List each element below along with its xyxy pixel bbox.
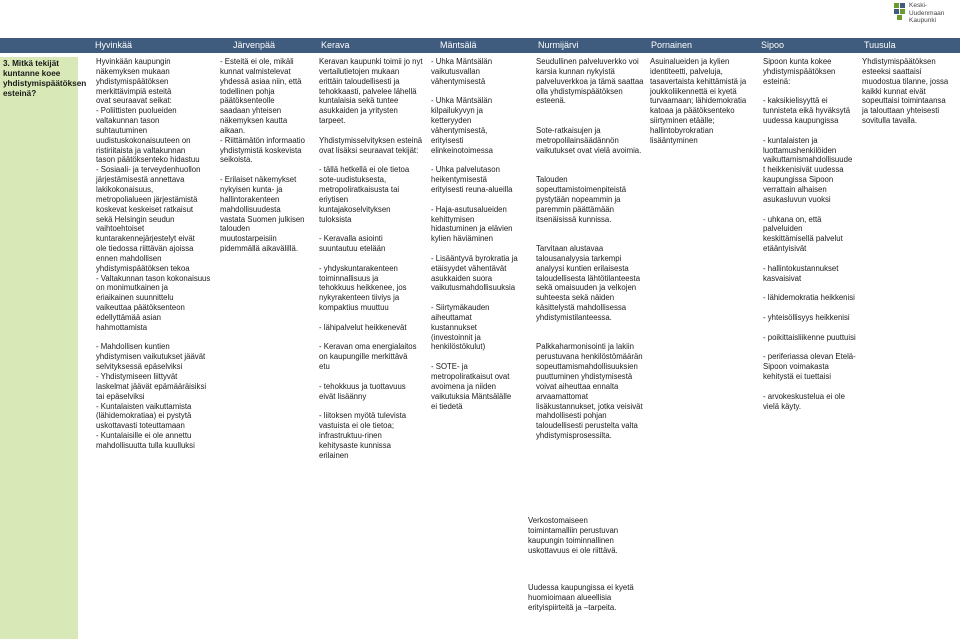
nurmijarvi-extra-note-2	[528, 583, 643, 613]
text-line: aiheuttamat	[431, 312, 472, 322]
spacer	[431, 244, 528, 254]
text-line: vaikutusvallan	[431, 66, 480, 76]
text-line: pidemmällä aikavälillä.	[220, 244, 299, 254]
text-line: - Uhka Mäntsälän	[431, 96, 493, 106]
text-line: - Valtakunnan tason kokonaisuus	[96, 273, 211, 283]
text-line: merkittävimpiä esteitä	[96, 86, 172, 96]
spacer	[536, 155, 648, 165]
spacer	[319, 333, 431, 343]
text-line: on monimutkainen ja	[96, 283, 168, 293]
text-line: - Kuntalaisille ei ole annettu	[96, 431, 192, 441]
text-line: lisääntyminen	[650, 135, 698, 145]
text-line: - Yhdistymiseen liittyvät	[96, 372, 178, 381]
spacer	[431, 293, 528, 303]
text-line: - Esteitä ei ole, mikäli	[220, 57, 294, 66]
spacer	[763, 205, 858, 215]
text-line: vaikeuttaa päätöksenteon	[96, 303, 185, 313]
text-line: eriaikainen suunnittelu	[96, 293, 174, 303]
text-line: arvaamattomat	[536, 391, 589, 401]
text-line: vertailutietojen mukaan	[319, 66, 400, 76]
text-line: asukasluvun vuoksi	[763, 194, 831, 204]
text-line: identiteetti, palveluja,	[650, 66, 723, 76]
text-line: turvaamaan; lähidemokratia	[650, 96, 747, 106]
text-line: kuntajakoselvityksen	[319, 204, 391, 214]
text-line: taloudellisesta lähtötilanteesta	[536, 273, 641, 283]
text-line: asukkaiden suora	[431, 273, 493, 283]
text-line: metropolilainsäädännön	[536, 135, 619, 145]
text-line: vaihtoehtoiset	[96, 224, 145, 234]
text-line: palveluiden	[763, 224, 803, 234]
nurmijarvi-extra-note-1	[528, 516, 643, 555]
text-line: erityisesti reuna-alueilla	[431, 184, 513, 194]
text-line: vaikutukset ovat vielä avoimia.	[536, 145, 642, 155]
text-line: todellinen pohja	[220, 86, 275, 96]
text-line: koskevat keskeiset ratkaisut	[96, 204, 194, 214]
text-line: kuntarakennejärjestelyt eivät	[96, 234, 195, 244]
text-line: - Siirtymäkauden	[431, 303, 490, 313]
text-line: (investoinnit ja	[431, 332, 481, 342]
text-line: kompaktius muuttuu	[319, 303, 389, 313]
text-line: - SOTE- ja	[431, 362, 468, 372]
spacer	[431, 195, 528, 205]
column-jarvenpaa	[220, 57, 318, 254]
spacer	[763, 283, 858, 293]
text-line: Asuinalueiden ja kylien	[650, 57, 730, 66]
text-line: - periferiassa olevan Etelä-	[763, 352, 856, 362]
text-line: ja talouttaan yhteisesti	[862, 106, 940, 116]
text-line: kustannukset	[431, 322, 477, 332]
text-line: toimintamalliin perustuvan	[528, 525, 619, 535]
spacer	[319, 126, 431, 136]
column-hyvinkaa	[96, 57, 226, 451]
text-line: tasavertaista kehittämistä ja	[650, 76, 747, 86]
text-line: henkilöstökulut)	[431, 342, 486, 352]
text-line: selvityksessä epäselviksi	[96, 362, 183, 372]
text-line: voivat aiheuttaa ennalta	[536, 381, 619, 391]
header-pornainen: Pornainen	[651, 40, 693, 50]
text-line: ole tiedossa riittävän ajoissa	[96, 244, 194, 254]
text-line: - Lisääntyvä byrokratia ja	[431, 253, 518, 263]
text-line: ei tiedetä	[431, 401, 463, 411]
spacer	[96, 333, 226, 343]
column-kerava	[319, 57, 431, 461]
text-line: etäisyydet vähentävät	[431, 263, 507, 273]
text-line: metropoliratkaisut ovat	[431, 372, 510, 381]
text-line: sopeuttamistoimenpiteistä	[536, 184, 627, 194]
text-line: Palkkaharmonisointi ja lakiin	[536, 342, 634, 352]
text-line: talousanalyysia tarkempi	[536, 253, 622, 263]
text-line: toiminnallisuus ja	[319, 273, 379, 283]
text-line: nykyisen kunta- ja	[220, 184, 283, 194]
text-line: erilainen	[319, 450, 349, 460]
text-line: Seudullinen palveluverkko voi	[536, 57, 639, 66]
text-line: - poikittaisliikenne puuttuisi	[763, 332, 856, 342]
text-line: kehittymisen	[431, 214, 475, 224]
logo-text	[909, 2, 944, 25]
text-line: kuntalaisia sekä tuntee	[319, 96, 399, 106]
text-line: seikoista.	[220, 155, 253, 165]
text-line: on kaupungille merkittävä	[319, 352, 408, 362]
text-line: vaikuttamismahdollisuude	[763, 155, 853, 165]
column-tuusula	[862, 57, 960, 126]
text-line: - Uhka palvelutason	[431, 165, 500, 175]
text-line: Keravan kaupunki toimii jo nyt	[319, 57, 423, 66]
text-line: lisäkustannukset, jotka veisivät	[536, 401, 643, 411]
text-line: yhdistymispäätöksen	[763, 66, 836, 76]
spacer	[220, 165, 318, 175]
text-line: erittäin taloudellisesti ja	[319, 76, 400, 86]
header-kerava: Kerava	[321, 40, 350, 50]
text-line: sekä Helsingin seudun	[96, 214, 175, 224]
text-line: olla yhdistymispäätöksen	[536, 86, 623, 96]
text-line: ovat seuraavat seikat:	[96, 96, 172, 106]
text-line: t heikkenisivät uudessa	[763, 165, 844, 175]
spacer	[431, 155, 528, 165]
text-line: hallintobyrokratian	[650, 125, 714, 135]
spacer	[319, 372, 431, 382]
column-nurmijarvi	[536, 57, 648, 441]
spacer	[536, 224, 648, 234]
header-hyvinkaa: Hyvinkää	[95, 40, 133, 50]
text-line: nykyrakenteen tiiviys ja	[319, 293, 400, 303]
text-line: sopeuttaisi toimintaansa	[862, 96, 946, 106]
organization-logo	[893, 2, 955, 38]
text-line: kehitystä ei tuettaisi	[763, 372, 832, 381]
text-line: kylien häviäminen	[431, 234, 493, 244]
text-line: esteenä.	[536, 96, 566, 106]
text-line: - arvokeskustelua ei ole	[763, 391, 845, 401]
text-line: eriytisen	[319, 194, 349, 204]
text-line: karsia kunnan nykyistä	[536, 66, 615, 76]
text-line: metropolialueen järjestämistä	[96, 194, 198, 204]
text-line: Tarvitaan alustavaa	[536, 244, 604, 254]
text-line: uskottavuus ei ole riittävä.	[528, 545, 618, 555]
text-line: tunnisteta eikä hyväksytä	[763, 106, 851, 116]
logo-line-3: Kaupunki	[909, 17, 937, 25]
text-line: Uudessa kaupungissa ei kyetä	[528, 583, 634, 592]
text-line: - kuntalaisten ja	[763, 135, 818, 145]
spacer	[536, 165, 648, 175]
text-line: hidastuminen ja elävien	[431, 224, 513, 234]
text-line: kaikki kunnat eivät	[862, 86, 926, 96]
text-line: näkemyksen mukaan	[96, 66, 170, 76]
text-line: - kaksikielisyyttä ei	[763, 96, 828, 106]
header-tuusula: Tuusula	[864, 40, 896, 50]
text-line: asukkaiden ja yritysten	[319, 106, 398, 116]
text-line: - Erilaiset näkemykset	[220, 175, 297, 185]
text-line: vähentymisestä,	[431, 125, 488, 135]
text-line: luottamushenkilöiden	[763, 145, 837, 155]
text-line: suuntautuu etelään	[319, 244, 386, 254]
text-line: Sote-ratkaisujen ja	[536, 125, 601, 135]
text-line: Sipoon kunta kokee	[763, 57, 832, 66]
spacer	[536, 234, 648, 244]
spacer	[319, 224, 431, 234]
spacer	[763, 126, 858, 136]
spacer	[431, 87, 528, 97]
text-line: ketteryyden	[431, 116, 472, 126]
text-line: heikentymisestä	[431, 175, 487, 185]
text-line: aikaan.	[220, 125, 246, 135]
logo-line-2: Uudenmaan	[909, 9, 945, 17]
text-line: valtakunnan tason	[96, 116, 160, 126]
text-line: - yhteisöllisyys heikkenisi	[763, 312, 850, 322]
text-line: sovitulla tavalla.	[862, 116, 918, 126]
spacer	[319, 254, 431, 264]
text-line: perustuvana henkilöstömäärän	[536, 352, 643, 362]
header-jarvenpaa: Järvenpää	[233, 40, 276, 50]
text-line: - Mahdollisen kuntien	[96, 342, 170, 352]
text-line: - hallintokustannukset	[763, 263, 839, 273]
text-line: kehitysaste kunnissa	[319, 440, 391, 450]
text-line: pystytään nopeammin ja	[536, 194, 621, 204]
text-line: kaupungissa Sipoon	[763, 175, 834, 185]
column-sipoo	[763, 57, 858, 411]
spacer	[536, 116, 648, 126]
spacer	[763, 254, 858, 264]
text-line: kilpailukyvyn ja	[431, 106, 484, 116]
text-line: - Poliittisten puolueiden	[96, 106, 177, 116]
text-line: kasvaisivat	[763, 273, 802, 283]
text-line: sekä omaisuuden ja velkojen	[536, 283, 637, 293]
text-line: mahdollisuutta tulla kuulluksi	[96, 440, 195, 450]
text-line: suhteesta sekä näiden	[536, 293, 615, 303]
text-line: yhdistymistä koskevista	[220, 145, 302, 155]
text-line: muodostua tilanne, jossa	[862, 76, 949, 86]
text-line: sopeuttamismahdollisuuksien	[536, 362, 638, 372]
text-line: keskittämisellä palvelut	[763, 234, 843, 244]
text-line: itsenäisissä kunnissa.	[536, 214, 612, 224]
text-line: palveluverkkoa ja tämä saattaa	[536, 76, 644, 86]
text-line: ristiriitaista ja valtakunnan	[96, 145, 186, 155]
text-line: yhdistymisen vaikutukset jäävät	[96, 352, 206, 362]
text-line: muutostarpeisiin	[220, 234, 277, 244]
text-line: vaikutuksia Mäntsälälle	[431, 391, 512, 401]
spacer	[431, 352, 528, 362]
text-line: hahmottamista	[96, 322, 148, 332]
text-line: - Keravalla asiointi	[319, 234, 383, 244]
header-mantsala: Mäntsälä	[440, 40, 477, 50]
text-line: tehokkaasti, palvelee lähellä	[319, 86, 417, 96]
text-line: Hyvinkään kaupungin	[96, 57, 171, 66]
text-line: uskottavasti toteuttamaan	[96, 421, 185, 431]
text-line: päätöksenteolle	[220, 96, 275, 106]
text-line: taloudellisesti perustelta valta	[536, 421, 638, 431]
column-pornainen	[650, 57, 758, 146]
text-line: - yhdyskuntarakenteen	[319, 263, 398, 273]
header-nurmijarvi: Nurmijärvi	[538, 40, 579, 50]
text-line: - lähipalvelut heikkenevät	[319, 322, 407, 332]
text-line: - tällä hetkellä ei ole tietoa	[319, 165, 410, 175]
text-line: kaupungin toiminnallinen	[528, 535, 614, 545]
text-line: infrastruktuu-rinen	[319, 431, 382, 441]
text-line: metropoliratkaisusta tai	[319, 184, 400, 194]
text-line: uudessa kaupungissa	[763, 116, 839, 126]
text-line: yhdessä asiaa niin, että	[220, 76, 302, 86]
text-line: esteinä:	[763, 76, 791, 86]
text-line: - Riittämätön informaatio	[220, 135, 305, 145]
text-line: Yhdistymisselvityksen esteinä	[319, 135, 423, 145]
text-line: paremmin päättämään	[536, 204, 615, 214]
text-line: - tehokkuus ja tuottavuus	[319, 381, 406, 391]
spacer	[763, 342, 858, 352]
text-line: erityisesti	[431, 135, 464, 145]
text-line: uudistuskokonaisuuteen on	[96, 135, 191, 145]
text-line: - uhkana on, että	[763, 214, 822, 224]
column-mantsala	[431, 57, 528, 411]
text-line: käsittelystä mahdollisessa	[536, 303, 627, 313]
text-line: - Uhka Mäntsälän	[431, 57, 493, 66]
text-line: yhdistymispäätöksen	[96, 76, 169, 86]
spacer	[763, 303, 858, 313]
text-line: puuttuminen yhdistymisestä	[536, 372, 633, 381]
text-line: elinkeinotoimessa	[431, 145, 493, 155]
text-line: tuloksista	[319, 214, 352, 224]
text-line: ovat lisäksi seuraavat tekijät:	[319, 145, 419, 155]
text-line: katoaa ja päätöksenteko	[650, 106, 735, 116]
text-line: tehokkuus heikkenee, jos	[319, 283, 407, 293]
spacer	[319, 313, 431, 323]
text-line: järjestämisestä annettava	[96, 175, 185, 185]
text-line: Sipoon voimakasta	[763, 362, 829, 372]
text-line: tai epäselviksi	[96, 391, 145, 401]
spacer	[763, 382, 858, 392]
header-sipoo: Sipoo	[761, 40, 785, 50]
text-line: kunnat valmistelevat	[220, 66, 291, 76]
text-line: analyysi kuntien erilaisesta	[536, 263, 629, 273]
text-line: - lähidemokratia heikkenisi	[763, 293, 855, 303]
text-line: etu	[319, 362, 330, 372]
text-line: edellyttämää asian	[96, 312, 162, 322]
text-line: vähentymisestä	[431, 76, 486, 86]
spacer	[763, 87, 858, 97]
text-line: Verkostomaiseen	[528, 516, 588, 525]
text-line: (lähidemokratiaa) ei pystytä	[96, 411, 192, 421]
text-line: huomioimaan alueellisia	[528, 592, 612, 602]
spacer	[536, 333, 648, 343]
text-line: vastuista ei ole tietoa;	[319, 421, 394, 431]
text-line: - Keravan oma energialaitos	[319, 342, 417, 352]
text-line: - Sosiaali- ja terveydenhuollon	[96, 165, 201, 175]
question-cell: 3. Mitkä tekijät kuntanne koee yhdistymispäätöksen esteinä?	[0, 57, 78, 639]
text-line: yhdistymisprosessilta.	[536, 431, 612, 441]
text-line: hallintorakenteen	[220, 194, 280, 204]
text-line: vaikutusmahdollisuuksia	[431, 283, 516, 293]
text-line: yhdistymistilanteessa.	[536, 312, 612, 322]
spacer	[763, 323, 858, 333]
text-line: - liitoksen myötä tulevista	[319, 411, 407, 421]
text-line: - Kuntalaisten vaikuttamista	[96, 401, 192, 411]
text-line: talouden	[220, 224, 250, 234]
text-line: Talouden	[536, 175, 568, 185]
text-line: Yhdistymispäätöksen	[862, 57, 936, 66]
spacer	[536, 106, 648, 116]
text-line: verrattain alhaisen	[763, 184, 827, 194]
text-line: etääntyisivät	[763, 244, 807, 254]
municipality-header-row	[0, 38, 960, 53]
text-line: vielä käyty.	[763, 401, 801, 411]
text-line: sote-uudistuksesta,	[319, 175, 387, 185]
spacer	[319, 155, 431, 165]
logo-line-1: Keski-	[909, 2, 928, 9]
text-line: vastata Suomen julkisen	[220, 214, 305, 224]
text-line: suhtautuminen	[96, 125, 148, 135]
text-line: esteeksi saattaisi	[862, 66, 922, 76]
text-line: mahdollisesti pohjan	[536, 411, 607, 421]
text-line: laskelmat jäävät epämääräisiksi	[96, 381, 207, 391]
text-line: ennen mahdollisen	[96, 253, 162, 263]
spacer	[319, 402, 431, 412]
text-line: siirtyminen etäälle;	[650, 116, 715, 126]
text-line: mahdollisuudesta	[220, 204, 281, 214]
text-line: lakikokonaisuus,	[96, 184, 154, 194]
text-line: eivät lisäänny	[319, 391, 367, 401]
spacer	[536, 323, 648, 333]
text-line: joukkoliikennettä ei kyetä	[650, 86, 737, 96]
text-line: saadaan yhteisen	[220, 106, 282, 116]
text-line: avoimena ja niiden	[431, 381, 497, 391]
text-line: yhdistymispäätöksen tekoa	[96, 263, 190, 273]
text-line: - Haja-asutusalueiden	[431, 204, 507, 214]
text-line: näkemyksen kautta	[220, 116, 288, 126]
text-line: tason päätöksenteko hidastuu	[96, 155, 200, 165]
text-line: tarpeet.	[319, 116, 346, 126]
logo-mark-icon	[893, 2, 907, 22]
text-line: erityispiirteitä ja –tarpeita.	[528, 602, 617, 612]
